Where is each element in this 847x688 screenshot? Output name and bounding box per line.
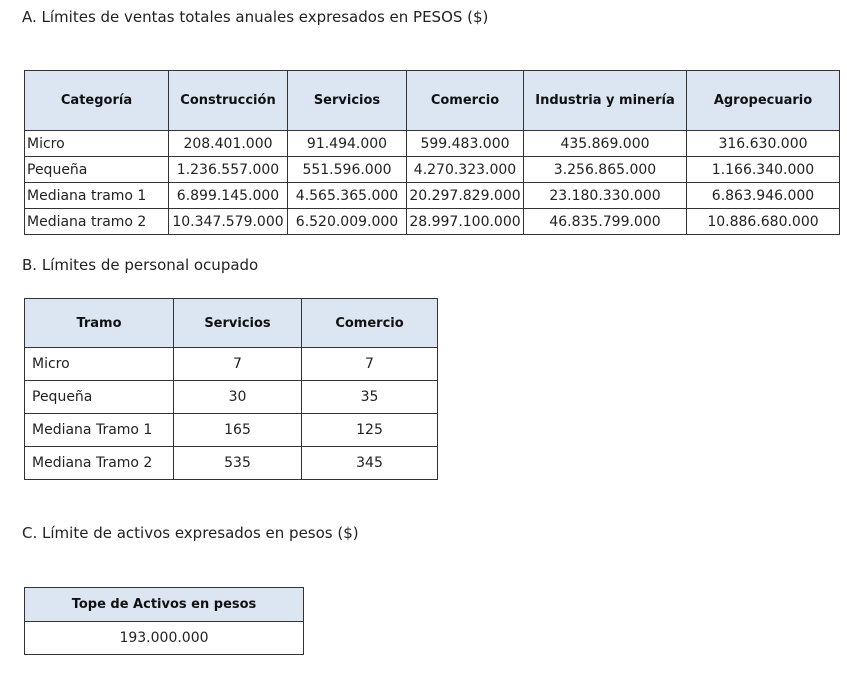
table-cell: 23.180.330.000 [524,183,687,209]
table-cell: 46.835.799.000 [524,209,687,235]
table-cell: 7 [174,348,302,381]
table-cell: 91.494.000 [288,131,407,157]
table-cell: 20.297.829.000 [407,183,524,209]
table-row [25,131,840,157]
table-cell: 208.401.000 [169,131,288,157]
column-header: Servicios [174,299,302,348]
row-label: Micro [25,131,169,157]
table-cell: 316.630.000 [687,131,840,157]
table-row [25,209,840,235]
column-header: Tramo [25,299,174,348]
column-header: Servicios [288,71,407,131]
table-cell: 551.596.000 [288,157,407,183]
table-cell: 6.863.946.000 [687,183,840,209]
row-label: Pequeña [25,381,174,414]
table-row [25,447,438,480]
table-cell: 193.000.000 [25,622,304,655]
table-row [25,622,304,655]
column-header: Industria y minería [524,71,687,131]
section-a-title: A. Límites de ventas totales anuales expresados en PESOS ($) [22,8,489,26]
column-header: Agropecuario [687,71,840,131]
table-cell: 599.483.000 [407,131,524,157]
row-label: Mediana Tramo 1 [25,414,174,447]
table-cell: 1.166.340.000 [687,157,840,183]
table-cell: 6.899.145.000 [169,183,288,209]
section-c-title: C. Límite de activos expresados en pesos ($) [22,524,359,542]
row-label: Mediana tramo 2 [25,209,169,235]
table-header-row [25,71,840,131]
table-cell: 10.347.579.000 [169,209,288,235]
row-label: Pequeña [25,157,169,183]
column-header: Comercio [302,299,438,348]
personnel-limits-table [24,298,438,480]
table-cell: 125 [302,414,438,447]
column-header: Comercio [407,71,524,131]
table-cell: 6.520.009.000 [288,209,407,235]
sales-limits-table [24,70,840,235]
row-label: Micro [25,348,174,381]
table-cell: 7 [302,348,438,381]
table-cell: 1.236.557.000 [169,157,288,183]
table-row [25,348,438,381]
table-header-row [25,588,304,622]
row-label: Mediana Tramo 2 [25,447,174,480]
table-cell: 4.270.323.000 [407,157,524,183]
section-b-title: B. Límites de personal ocupado [22,256,259,274]
table-cell: 435.869.000 [524,131,687,157]
table-cell: 535 [174,447,302,480]
table-cell: 345 [302,447,438,480]
table-cell: 28.997.100.000 [407,209,524,235]
table-header-row [25,299,438,348]
table-cell: 165 [174,414,302,447]
assets-limit-table [24,587,304,655]
table-cell: 30 [174,381,302,414]
table-cell: 4.565.365.000 [288,183,407,209]
table-row [25,414,438,447]
row-label: Mediana tramo 1 [25,183,169,209]
table-row [25,157,840,183]
table-cell: 10.886.680.000 [687,209,840,235]
table-cell: 35 [302,381,438,414]
column-header: Categoría [25,71,169,131]
table-row [25,183,840,209]
table-row [25,381,438,414]
column-header: Tope de Activos en pesos [25,588,304,622]
table-cell: 3.256.865.000 [524,157,687,183]
column-header: Construcción [169,71,288,131]
